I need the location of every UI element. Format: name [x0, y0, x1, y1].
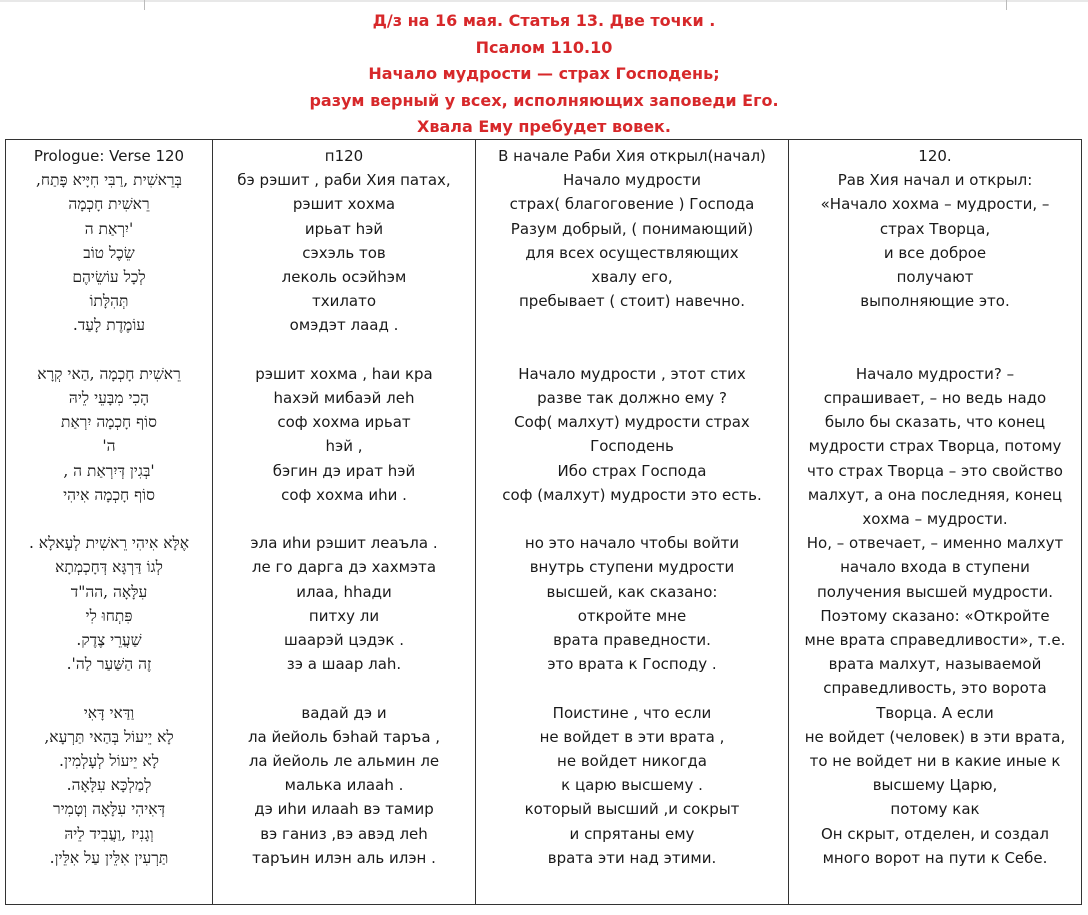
text-line: страх Творца,	[879, 219, 991, 238]
table-row	[6, 140, 1082, 905]
text-line: получают	[896, 268, 974, 287]
text-line: вадай дэ и	[301, 703, 387, 722]
text-line: спрашивает, – но ведь надо	[823, 389, 1047, 407]
text-line: Но, – отвечает, – именно малхут	[806, 534, 1064, 553]
text-line	[8, 676, 210, 700]
text-line: 'יִרְאַת ה	[84, 219, 134, 238]
text-line: было бы сказать, что конец	[824, 413, 1046, 432]
text-line: хохма – мудрости.	[862, 510, 1008, 529]
text-line: который высший ,и сокрыт	[524, 800, 740, 819]
text-line: הָכִי מִבָּעֵי לֵיהּ	[68, 389, 150, 408]
text-line: рэшит хохма	[292, 195, 396, 214]
text-line: сэхэль тов	[302, 243, 386, 262]
text-line: לְמַלְכָּא עִלָּאָה.	[66, 776, 152, 795]
text-line: и спрятаны ему	[569, 824, 695, 843]
text-line: «Начало хохма – мудрости, –	[820, 195, 1050, 214]
text-line: Господень	[590, 437, 674, 456]
text-line	[215, 676, 473, 700]
text-line: Разум добрый, ( понимающий)	[510, 219, 754, 238]
text-line: не войдет (человек) в эти врата,	[804, 727, 1066, 746]
text-line: бэ рэшит , раби Хия патах,	[237, 171, 451, 190]
text-line: внутрь ступени мудрости	[529, 558, 735, 577]
text-line: ла йейоль бэhай таръа ,	[247, 727, 441, 746]
text-line: эла иhи рэшит леаъла .	[250, 534, 438, 553]
text-line: שַׁעֲרֵי צֶדֶק.	[76, 631, 142, 650]
text-line: то не войдет ни в какие иные к	[809, 752, 1061, 771]
header-line-2: Псалом 110.10	[475, 37, 613, 57]
text-line: ле го дарга дэ хахмэта	[251, 558, 437, 577]
translation-table	[5, 139, 1082, 905]
text-line: 120.	[918, 147, 952, 165]
text-line: п120	[324, 147, 364, 165]
text-line: לָא יֵיעוֹל לְעָלְמִין.	[59, 752, 159, 771]
text-line: עִלָּאָה ,הה"ד	[70, 582, 148, 601]
text-line: ה'	[102, 437, 116, 456]
hebrew-aramaic-column[interactable]	[6, 140, 213, 905]
text-line: леколь осэйhэм	[281, 268, 407, 287]
text-line: врата эти над этими.	[547, 848, 717, 867]
text-line: много ворот на пути к Себе.	[822, 848, 1048, 867]
text-line: малхут, а она последняя, конец	[807, 485, 1063, 504]
text-line: וְגָנִיז ,וַעֲבִיד לֵיהּ	[64, 824, 154, 843]
text-line: потому как	[890, 800, 980, 819]
text-line: пребывает ( стоит) навечно.	[519, 292, 745, 311]
text-line	[791, 338, 1079, 362]
text-line	[478, 313, 786, 337]
text-line: соф хохма иhи .	[281, 485, 407, 504]
text-line: סוֹף חָכְמָה אִיהִי	[63, 485, 155, 504]
text-line: В начале Раби Хия открыл(начал)	[498, 147, 766, 165]
header-line-3: Начало мудрости — страх Господень;	[368, 64, 720, 83]
text-line: шаарэй цэдэк .	[283, 631, 405, 650]
text-line: что страх Творца – это свойство	[807, 461, 1063, 480]
text-line: врата малхут, называемой	[828, 655, 1042, 674]
text-line: справедливость, это ворота	[823, 679, 1047, 698]
text-line: питху ли	[308, 606, 380, 625]
text-line	[478, 507, 786, 531]
text-line: לְכָל עוֹשֵׂיהֶם	[72, 268, 146, 287]
text-line: Соф( малхут) мудрости страх	[514, 413, 750, 432]
text-line: вэ ганиз ,вэ авэд леh	[260, 824, 428, 843]
text-line: хвалу его,	[591, 268, 673, 287]
text-line: выполняющие это.	[860, 292, 1010, 311]
text-line: омэдэт лаад .	[289, 316, 399, 335]
text-line: וַדַּאי דָּאִי	[83, 703, 135, 722]
text-line: שֵׂכֶל טוֹב	[83, 243, 135, 262]
header-line-4: разум верный у всех, исполняющих заповеди Его.	[309, 90, 779, 110]
text-line: hахэй мибаэй леh	[273, 389, 415, 408]
text-line: Начало мудрости? –	[855, 364, 1015, 383]
text-line: סוֹף חָכְמָה יִרְאַת	[61, 413, 157, 432]
text-line	[478, 338, 786, 362]
header-line-5: Хвала Ему пребудет вовек.	[417, 117, 671, 136]
text-line: бэгин дэ ират hэй	[272, 461, 416, 480]
text-line: Творца. А если	[876, 703, 994, 722]
text-line: но это начало чтобы войти	[524, 534, 740, 553]
text-line: Поистине , что если	[552, 703, 712, 722]
text-line: илаа, hhади	[296, 582, 392, 601]
text-line: Он скрыт, отделен, и создал	[820, 824, 1050, 843]
text-line: получения высшей мудрости.	[816, 582, 1054, 601]
page-top-edge	[0, 0, 1088, 2]
text-line	[478, 676, 786, 700]
text-line: зэ а шаар лаh.	[286, 655, 402, 674]
text-line: עוֹמֶדֶת לָעַד.	[72, 316, 146, 335]
text-line: тхилато	[311, 292, 377, 311]
transliteration-column[interactable]	[213, 140, 476, 905]
text-line: страх( благоговение ) Господа	[509, 195, 755, 214]
text-line: высшей, как сказано:	[546, 582, 718, 601]
text-line: мне врата справедливости», т.е.	[804, 631, 1066, 650]
commentary-translation-column[interactable]	[789, 140, 1082, 905]
assignment-header	[0, 8, 1088, 141]
text-line: ирьат hэй	[304, 219, 384, 238]
text-line	[215, 338, 473, 362]
text-line: врата праведности.	[553, 631, 711, 650]
text-line: 'בְּגִין דְּיִרְאַת ה ,	[63, 461, 155, 480]
text-line: Prologue: Verse 120	[33, 147, 185, 165]
text-line: не войдет никогда	[557, 752, 707, 771]
text-line: תַּרְעִין אִלֵּין עַל אִלֵּין.	[49, 848, 169, 867]
text-line: דְּאִיהִי עִלָּאָה וְטָמִיר	[52, 800, 166, 819]
text-line: Начало мудрости , этот стих	[518, 364, 746, 383]
text-line: רֵאשִׁית חָכְמָה	[68, 195, 150, 214]
text-line: תְּהִלָּתוֹ	[89, 292, 129, 311]
text-line	[791, 313, 1079, 337]
text-line: hэй ,	[325, 437, 363, 456]
text-line: разве так должно ему ?	[537, 389, 727, 407]
text-line: это врата к Господу .	[547, 655, 717, 674]
text-line: не войдет в эти врата ,	[539, 727, 725, 746]
literal-translation-column[interactable]	[476, 140, 789, 905]
text-line: Ибо страх Господа	[557, 461, 707, 480]
text-line: к царю высшему .	[561, 776, 703, 795]
text-line: соф хохма ирьат	[277, 413, 411, 432]
text-line: ла йейоль ле альмин ле	[248, 752, 440, 771]
text-line: малька илааh .	[284, 776, 404, 795]
text-line: זֶה הַשַּׁעַר לַה'.	[66, 655, 152, 674]
text-line: мудрости страх Творца, потому	[808, 437, 1062, 456]
text-line: לְגוֹ דַּרְגָּא דְּחָכְמְתָא	[55, 558, 163, 577]
text-line: אֶלָּא אִיהִי רֵאשִׁית לְעָאלָא .	[28, 534, 190, 553]
text-line: начало входа в ступени	[840, 558, 1030, 577]
text-line: для всех осуществляющих	[525, 243, 739, 262]
header-line-1: Д/з на 16 мая. Статья 13. Две точки .	[372, 11, 716, 30]
text-line	[8, 507, 210, 531]
text-line: בְּרֵאשִׁית ,רַבִּי חִיָּיא פָּתַח,	[35, 171, 182, 190]
text-line: откройте мне	[577, 606, 687, 625]
text-line: Рав Хия начал и открыл:	[837, 171, 1033, 190]
text-line	[215, 507, 473, 531]
text-line: высшему Царю,	[872, 776, 998, 795]
text-line	[8, 338, 210, 362]
text-line: פִּתְחוּ לִי	[85, 606, 133, 625]
text-line: дэ иhи илааh вэ тамир	[254, 800, 434, 819]
text-line: לָא יֵיעוֹל בְּהַאי תַּרְעָא,	[44, 727, 174, 746]
text-line: רֵאשִׁית חָכְמָה ,הַאי קְרָא	[37, 364, 181, 383]
text-line: Поэтому сказано: «Откройте	[820, 606, 1050, 625]
text-line: Начало мудрости	[562, 171, 702, 190]
text-line: рэшит хохма , hаи кра	[255, 364, 433, 383]
text-line: таръин илэн аль илэн .	[252, 848, 436, 867]
text-line: и все доброе	[883, 243, 987, 262]
text-line: соф (малхут) мудрости это есть.	[502, 485, 762, 504]
